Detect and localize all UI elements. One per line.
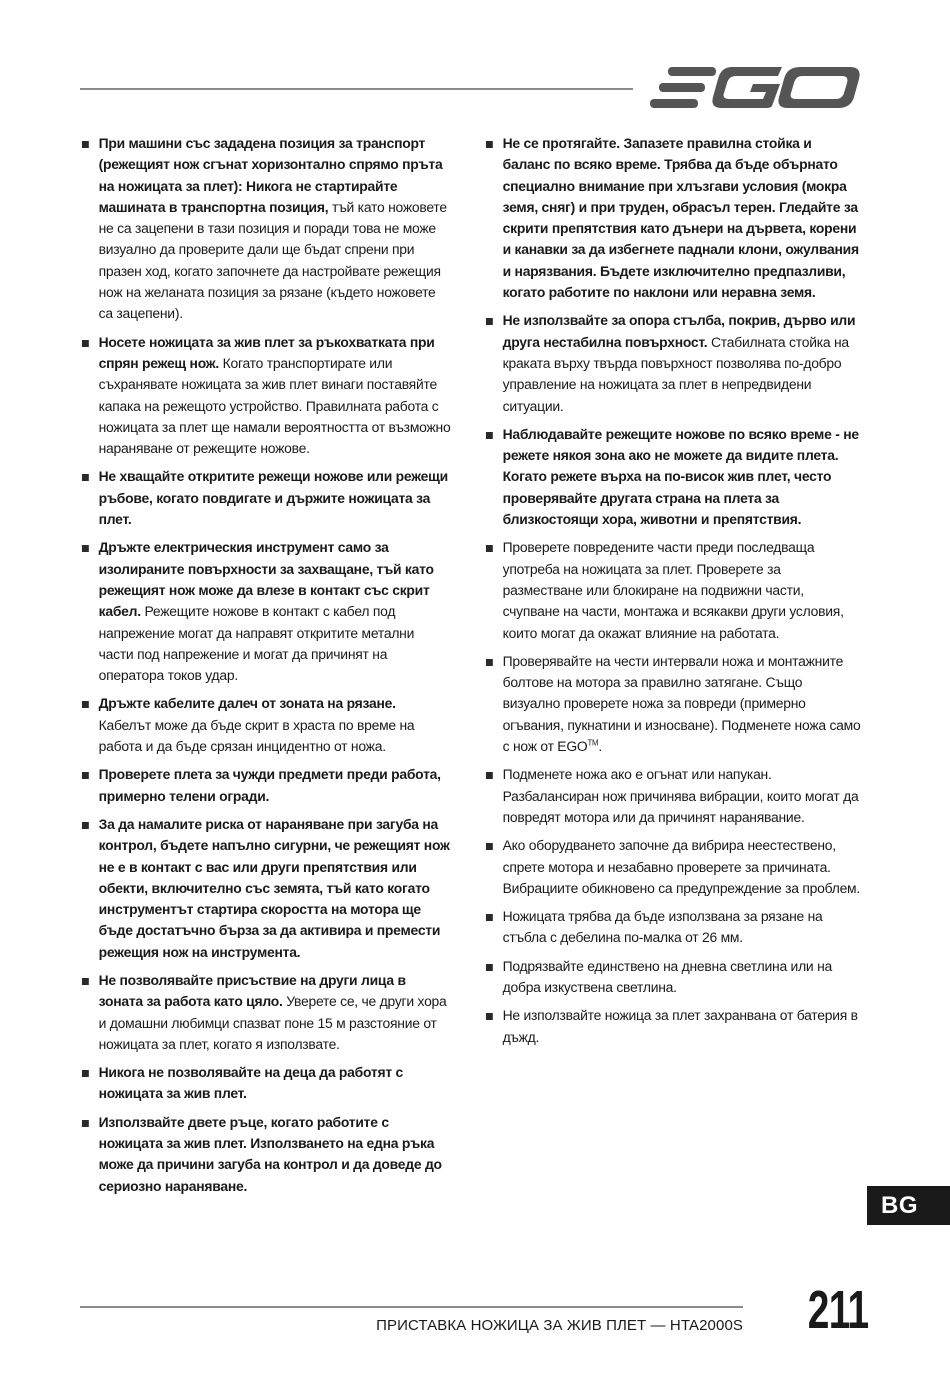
bullet-icon [82, 772, 89, 779]
item-bold-text: Никога не позволявайте на деца да работят с ножицата за жив плет. [98, 1065, 404, 1103]
item-bold-text: Дръжте кабелите далеч от зоната на рязане. [98, 696, 396, 713]
item-bold-text: Не се протягайте. Запазете правилна стойка и баланс по всяко време. Трябва да бъде обърнато специално внимание при хлъзгави условия (мокра земя, сняг) и при труден, обрасъл терен. Гледайте за скрити препятствия като дънери на дървета, корени и канавки за да избегнете паднали клони, ожулвания и нарязвания. Бъдете изключително предпазливи, когато работите по наклони или неравна земя. [502, 136, 859, 302]
item-bold-text: Дръжте електрическия инструмент само за изолираните повърхности за захващане, тъй като режещият нож може да влезе в контакт със скрит кабел. [98, 540, 434, 621]
list-item [80, 694, 450, 758]
item-bold-text: Не позволявайте присъствие на други лица в зоната за работа като цяло. [98, 972, 406, 1011]
bullet-icon [82, 340, 89, 347]
item-text: Подрязвайте единствено на дневна светлина или на добра изкуствена светлина. [502, 958, 833, 996]
list-item [80, 134, 450, 326]
right-column [484, 134, 869, 1056]
list-item [80, 538, 450, 687]
item-bold-text: За да намалите риска от нараняване при загуба на контрол, бъдете напълно сигурни, че режещият нож не е в контакт с вас или други препятствия или обекти, включително със земята, тъй като когато инструментът стартира скоростта на мотора ще бъде достатъчно бърза за да активира и премести режещия нож на инструмента. [98, 816, 450, 961]
item-text: Подменете ножа ако е огънат или напукан. Разбалансиран нож причинява вибрации, които могат да повредят мотора или да причинят наранявание. [502, 767, 859, 826]
list-item [484, 836, 861, 900]
item-text: Проверявайте на чести интервали ножа и монтажните болтове на мотора за правилно затягане. Също визуално проверете ножа за повреди (примерно огъвания, пукнатини и износване). Подменете ножа само с нож от EGO [502, 653, 861, 756]
list-item [80, 467, 450, 531]
logo-e-bar-bottom [650, 99, 698, 108]
list-item [80, 765, 450, 808]
item-text: тъй като ножовете не са зацепени в тази позиция и поради това не може визуално да проверите дали ще бъдат спрени при празен ход, когато започнете да настройвате режещия нож на желаната позиция за рязане (където ножовете са зацепени). [98, 199, 447, 323]
item-bold-text: При машини със зададена позиция за транспорт (режещият нож сгънат хоризонтално спрямо пръта на ножицата за плет): Никога не стартирайте машината в транспортна позиция, [98, 136, 443, 216]
logo-g [712, 67, 782, 108]
bullet-icon [486, 432, 493, 439]
bullet-icon [486, 914, 493, 921]
ego-logo [650, 62, 862, 114]
bullet-icon [82, 822, 89, 829]
list-item [484, 311, 861, 417]
list-item [80, 971, 450, 1056]
bullet-icon [486, 1013, 493, 1020]
item-text: Ножицата трябва да бъде използвана за рязане на стъбла с дебелина по-малка от 26 мм. [502, 909, 823, 947]
item-text: Кабелът може да бъде скрит в храста по време на работа и да бъде срязан инцидентно от ножа. [98, 717, 415, 756]
list-item [484, 765, 861, 829]
page-number: 211 [807, 1280, 869, 1340]
list-item [484, 134, 861, 304]
list-item [484, 957, 861, 1000]
item-text: Уверете се, че други хора и домашни любимци спазват поне 15 м разстояние от ножицата за плет, когато я използвате. [98, 994, 447, 1053]
bullet-icon [486, 659, 493, 666]
item-text: Не използвайте ножица за плет захранвана от батерия в дъжд. [502, 1008, 858, 1046]
logo-o [778, 67, 859, 108]
list-item [484, 1006, 861, 1049]
bullet-icon [486, 141, 493, 148]
list-item [80, 333, 450, 461]
bullet-icon [486, 545, 493, 552]
item-bold-text: Използвайте двете ръце, когато работите с ножицата за жив плет. Използването на една ръка може да причини загуба на контрол и да доведе до сериозно нараняване. [98, 1114, 442, 1195]
bullet-icon [486, 843, 493, 850]
bullet-icon [486, 772, 493, 779]
header-rule [80, 88, 633, 90]
item-text: Когато транспортирате или съхранявате ножицата за жив плет винаги поставяйте капака на режещото устройство. Правилната работа с ножицата за плет ще намали вероятността от възможно нараняване от режещите ножове. [98, 355, 451, 458]
bullet-icon [486, 964, 493, 971]
list-item [484, 652, 861, 758]
bullet-icon [82, 701, 89, 708]
bullet-icon [82, 545, 89, 552]
list-item [484, 425, 861, 531]
item-bold-text: Не хващайте откритите режещи ножове или режещи ръбове, когато повдигате и държите ножицата за плет. [98, 469, 448, 529]
list-item [80, 1063, 450, 1106]
item-bold-text: Не използвайте за опора стълба, покрив, дърво или друга нестабилна повърхност. [502, 313, 856, 351]
list-item [484, 907, 861, 950]
list-item [80, 1113, 450, 1198]
item-text: Ако оборудването започне да вибрира неестествено, спрете мотора и незабавно проверете за причината. Вибрациите обикновено са предупреждение за проблем. [502, 838, 860, 897]
item-text-tail: . [598, 739, 602, 756]
logo-e-bar-top [668, 67, 716, 76]
item-bold-text: Носете ножицата за жив плет за ръкохватката при спрян режещ нож. [98, 334, 435, 372]
left-column [80, 134, 458, 1205]
footer-rule [80, 1306, 743, 1308]
item-bold-text: Наблюдавайте режещите ножове по всяко време - не режете някоя зона ако не можете да видите плета. Когато режете върха на по-висок жив плет, често проверявайте другата страна на плета за близкостоящи хора, животни и препятствия. [502, 426, 859, 529]
item-text: Проверете повредените части преди последваща употреба на ножицата за плет. Проверете за разместване или блокиране на подвижни части, счупване на части, монтажа и всякакви други условия, които могат да окажат влияние на работата. [502, 540, 844, 642]
footer-title: ПРИСТАВКА НОЖИЦА ЗА ЖИВ ПЛЕТ — HTA2000S [376, 1317, 743, 1334]
language-tab: BG [867, 1186, 950, 1225]
bullet-icon [82, 978, 89, 985]
item-text: Режещите ножове в контакт с кабел под напрежение могат да направят откритите метални части под напрежение и могат да причинят на оператора токов удар. [98, 604, 415, 685]
bullet-icon [82, 141, 89, 148]
list-item [484, 538, 861, 644]
logo-e-bar-mid [659, 83, 705, 92]
bullet-icon [82, 1070, 89, 1077]
trademark-sup: TM [587, 738, 599, 748]
bullet-icon [82, 1120, 89, 1127]
bullet-icon [82, 474, 89, 481]
bullet-icon [486, 318, 493, 325]
item-bold-text: Проверете плета за чужди предмети преди работа, примерно телени огради. [98, 767, 441, 805]
item-text: Стабилната стойка на краката върху твърда повърхност позволява по-добро управление на ножицата за плет в непредвидени ситуации. [502, 334, 849, 415]
list-item [80, 815, 450, 964]
